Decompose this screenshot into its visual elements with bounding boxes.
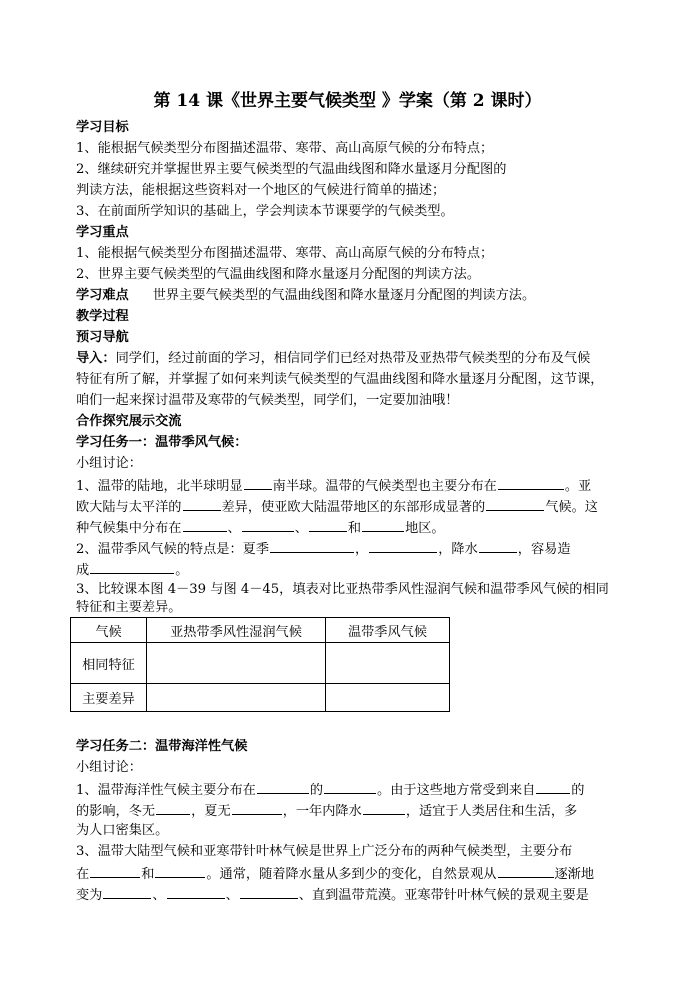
task1-q1-line1 bbox=[76, 475, 631, 497]
intro-line-1 bbox=[76, 349, 631, 369]
fill-blank[interactable] bbox=[183, 496, 221, 511]
task2-heading: 学习任务二：温带海洋性气候 bbox=[76, 739, 248, 754]
intro-line-3: 咱们一起来探讨温带及寒带的气候类型，同学们，一定要加油哦！ bbox=[76, 393, 459, 408]
process-heading: 教学过程 bbox=[76, 309, 129, 324]
fill-blank[interactable] bbox=[240, 884, 298, 899]
text-segment: 、 bbox=[294, 521, 308, 536]
task1-heading: 学习任务一：温带季风气候： bbox=[76, 435, 248, 450]
text-segment: 变为 bbox=[76, 888, 103, 903]
task2-q3-line3 bbox=[76, 884, 631, 906]
fill-blank[interactable] bbox=[309, 517, 347, 532]
fill-blank[interactable] bbox=[536, 779, 570, 794]
objective-line-1: 1、能根据气候类型分布图描述温带、寒带、高山高原气候的分布特点； bbox=[76, 141, 494, 156]
objective-line-4: 3、在前面所学知识的基础上，学会判读本节课要学的气候类型。 bbox=[76, 204, 454, 219]
text-segment: 南半球。温带的气候类型也主要分布在 bbox=[272, 479, 497, 494]
table-row bbox=[71, 684, 450, 712]
table-row bbox=[71, 643, 450, 684]
fill-blank[interactable] bbox=[270, 538, 354, 553]
fill-blank[interactable] bbox=[479, 538, 517, 553]
difficulty-line bbox=[76, 286, 631, 306]
intro-line-2: 特征有所了解，并掌握了如何来判读气候类型的气温曲线图和降水量逐月分配图，这节课， bbox=[76, 372, 604, 387]
task1-q1-line2 bbox=[76, 496, 631, 518]
table-row-label: 相同特征 bbox=[71, 643, 147, 684]
text-segment: 和 bbox=[347, 521, 362, 536]
task1-q3-line1: 3、比较课本图 4－39 与图 4－45，填表对比亚热带季风性湿润气候和温带季风气候的相同 bbox=[76, 582, 609, 597]
fill-blank[interactable] bbox=[362, 517, 404, 532]
task1-q3-line2: 特征和主要差异。 bbox=[76, 600, 182, 615]
fill-blank[interactable] bbox=[156, 800, 190, 815]
task2-q1-line1 bbox=[76, 779, 631, 801]
table-header-cell: 亚热带季风性湿润气候 bbox=[147, 618, 326, 643]
text-segment: 的 bbox=[309, 783, 324, 798]
text-segment: 1、温带海洋性气候主要分布在 bbox=[76, 783, 256, 798]
objective-line-2: 2、继续研究并掌握世界主要气候类型的气温曲线图和降水量逐月分配图的 bbox=[76, 162, 507, 177]
fill-blank[interactable] bbox=[363, 800, 405, 815]
fill-blank[interactable] bbox=[324, 779, 376, 794]
text-segment: 。亚 bbox=[564, 479, 592, 494]
task2-q1-line3: 为人口密集区。 bbox=[76, 823, 169, 838]
fill-blank[interactable] bbox=[244, 475, 272, 490]
text-segment: 的影响，冬无 bbox=[76, 804, 156, 819]
text-segment: 差异，使亚欧大陆温带地区的东部形成显著的 bbox=[221, 500, 486, 515]
coop-heading: 合作探究展示交流 bbox=[76, 414, 182, 429]
text-segment: 。由于这些地方常受到来自 bbox=[377, 783, 536, 798]
text-segment: 2、温带季风气候的特点是：夏季 bbox=[76, 542, 270, 557]
preview-heading: 预习导航 bbox=[76, 330, 129, 345]
objectives-heading: 学习目标 bbox=[76, 120, 129, 135]
table-header-cell: 温带季风气候 bbox=[326, 618, 450, 643]
fill-blank[interactable] bbox=[257, 779, 309, 794]
table-header-cell: 气候 bbox=[71, 618, 147, 643]
text-segment: 、 bbox=[227, 521, 241, 536]
text-segment: 、直到温带荒漠。亚寒带针叶林气候的景观主要是 bbox=[298, 888, 589, 903]
table-answer-cell[interactable] bbox=[147, 684, 326, 712]
text-segment: 1、温带的陆地，北半球明显 bbox=[76, 479, 243, 494]
fill-blank[interactable] bbox=[242, 517, 294, 532]
task2-q1-line2 bbox=[76, 800, 631, 822]
table-answer-cell[interactable] bbox=[147, 643, 326, 684]
fill-blank[interactable] bbox=[232, 800, 282, 815]
text-segment: 、 bbox=[225, 888, 239, 903]
comparison-table bbox=[70, 617, 450, 712]
text-segment: 地区。 bbox=[405, 521, 445, 536]
text-segment: 逐渐地 bbox=[554, 867, 595, 882]
text-segment: 在 bbox=[76, 867, 90, 882]
text-segment: 欧大陆与太平洋的 bbox=[76, 500, 182, 515]
text-segment: 、 bbox=[152, 888, 166, 903]
text-segment: ，适宜于人类居住和生活，多 bbox=[405, 804, 578, 819]
text-segment: ，容易造 bbox=[517, 542, 571, 557]
task1-q2-line2 bbox=[76, 559, 631, 581]
difficulty-text: 世界主要气候类型的气温曲线图和降水量逐月分配图的判读方法。 bbox=[152, 288, 536, 303]
text-segment: ，降水 bbox=[438, 542, 478, 557]
text-segment: ，夏无 bbox=[191, 804, 231, 819]
fill-blank[interactable] bbox=[103, 884, 151, 899]
fill-blank[interactable] bbox=[90, 559, 174, 574]
table-header-row bbox=[71, 618, 450, 643]
fill-blank[interactable] bbox=[167, 884, 225, 899]
difficulty-heading: 学习难点 bbox=[76, 288, 129, 303]
key-point-line-2: 2、世界主要气候类型的气温曲线图和降水量逐月分配图的判读方法。 bbox=[76, 267, 481, 282]
task1-group: 小组讨论： bbox=[76, 456, 142, 471]
intro-label: 导入： bbox=[76, 351, 116, 366]
task2-group: 小组讨论： bbox=[76, 760, 142, 775]
text-segment: 。 bbox=[175, 563, 189, 578]
fill-blank[interactable] bbox=[90, 863, 140, 878]
text-segment: 的 bbox=[571, 783, 585, 798]
text-segment: ， bbox=[355, 542, 369, 557]
text-segment: 气候。这 bbox=[545, 500, 598, 515]
table-answer-cell[interactable] bbox=[326, 643, 450, 684]
fill-blank[interactable] bbox=[498, 475, 564, 490]
fill-blank[interactable] bbox=[183, 517, 227, 532]
table-answer-cell[interactable] bbox=[326, 684, 450, 712]
intro-text-1: 同学们，经过前面的学习，相信同学们已经对热带及亚热带气候类型的分布及气候 bbox=[115, 351, 591, 366]
task2-q3-line2 bbox=[76, 863, 631, 885]
task1-q2-line1 bbox=[76, 538, 631, 560]
text-segment: 。通常，随着降水量从多到少的变化，自然景观从 bbox=[206, 867, 497, 882]
text-segment: 和 bbox=[141, 867, 155, 882]
objective-line-3: 判读方法，能根据这些资料对一个地区的气候进行简单的描述； bbox=[76, 183, 446, 198]
fill-blank[interactable] bbox=[486, 496, 544, 511]
key-point-line-1: 1、能根据气候类型分布图描述温带、寒带、高山高原气候的分布特点； bbox=[76, 246, 494, 261]
text-segment: 成 bbox=[76, 563, 90, 578]
fill-blank[interactable] bbox=[498, 863, 554, 878]
fill-blank[interactable] bbox=[369, 538, 437, 553]
fill-blank[interactable] bbox=[155, 863, 205, 878]
table-row-label: 主要差异 bbox=[71, 684, 147, 712]
key-points-heading: 学习重点 bbox=[76, 225, 129, 240]
page-title: 第 14 课《世界主要气候类型 》学案（第 2 课时） bbox=[153, 91, 542, 111]
task2-q3-line1: 3、温带大陆型气候和亚寒带针叶林气候是世界上广泛分布的两种气候类型，主要分布 bbox=[76, 844, 573, 859]
task1-q1-line3 bbox=[76, 517, 631, 539]
text-segment: 种气候集中分布在 bbox=[76, 521, 182, 536]
text-segment: ，一年内降水 bbox=[282, 804, 362, 819]
